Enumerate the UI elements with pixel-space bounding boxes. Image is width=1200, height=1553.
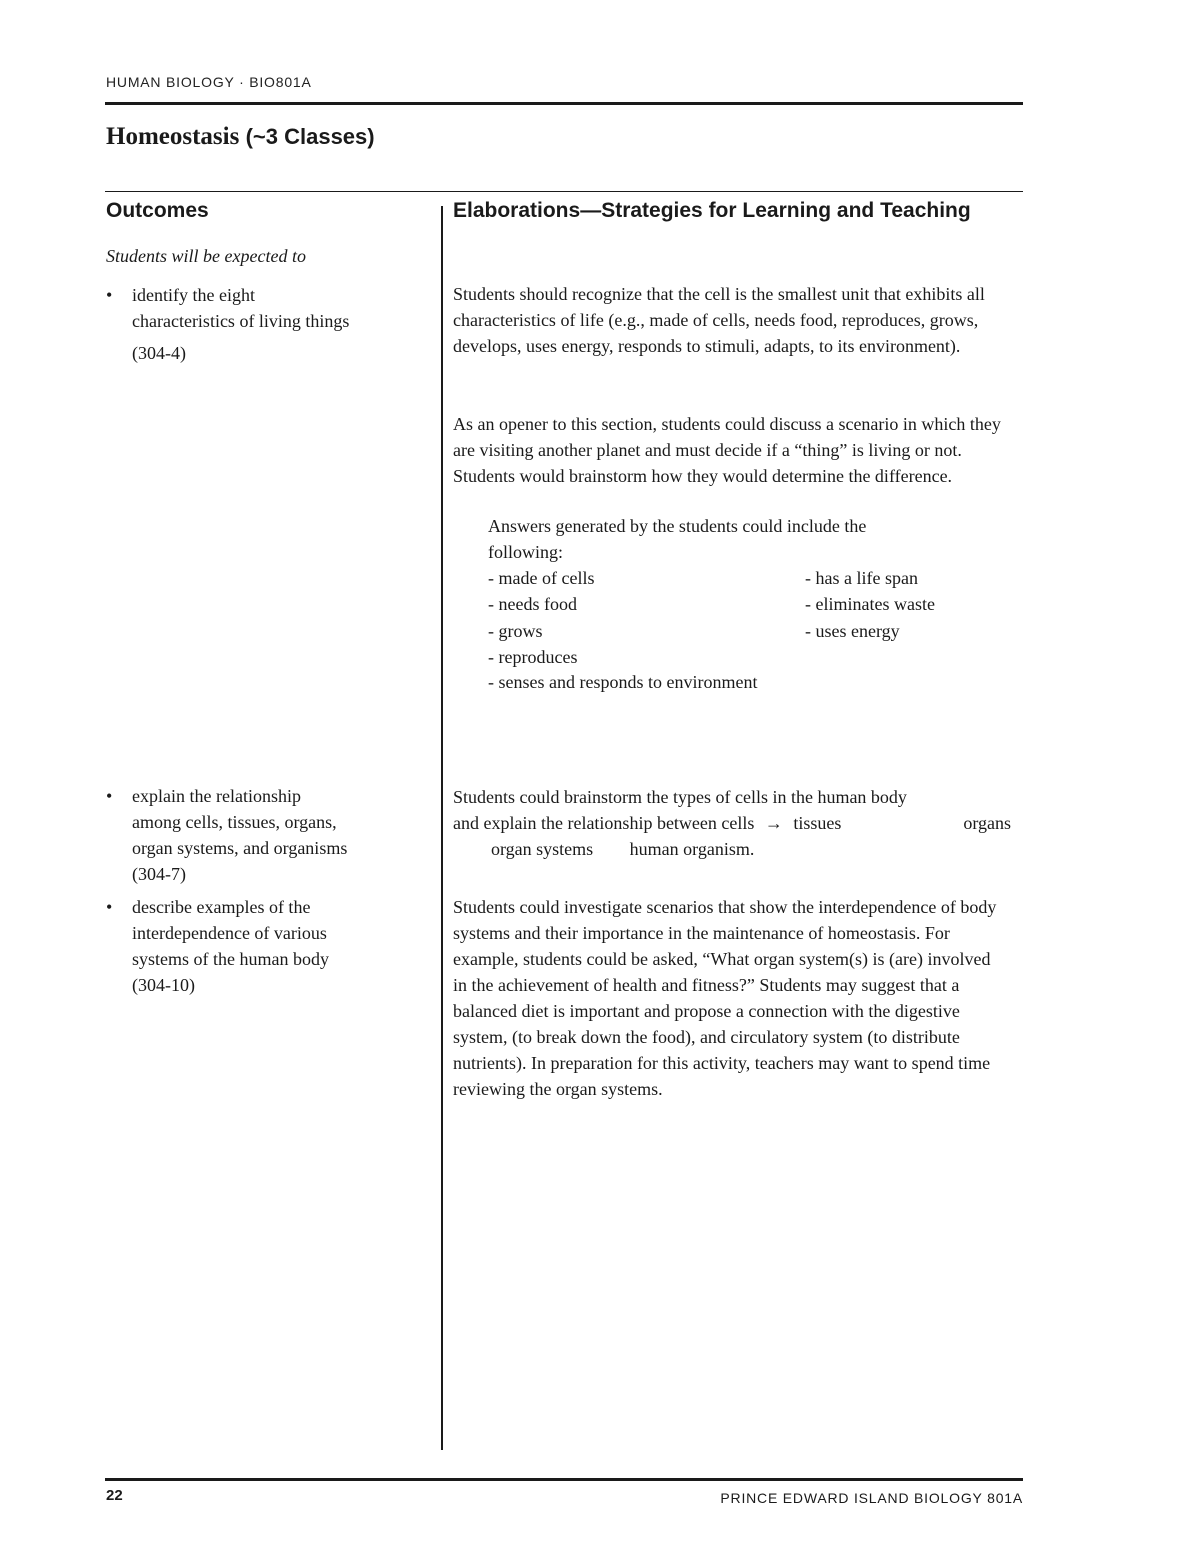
page-title-main: Homeostasis bbox=[106, 123, 240, 150]
term-tissues: tissues bbox=[793, 813, 842, 833]
running-footer: PRINCE EDWARD ISLAND BIOLOGY 801A bbox=[720, 1490, 1023, 1506]
elaboration-paragraph bbox=[453, 784, 1023, 864]
answer-item: - made of cells bbox=[488, 568, 595, 588]
outcome-text: characteristics of living things bbox=[132, 311, 350, 331]
outcome-text: among cells, tissues, organs, bbox=[132, 812, 337, 832]
outcome-text: organ systems, and organisms bbox=[132, 838, 348, 858]
elaboration-paragraph: As an opener to this section, students could discuss a scenario in which they are visiting another planet and must decide if a “thing” is living or not. Students would brainstorm how they would determine the difference. bbox=[453, 414, 1001, 486]
answer-item: - needs food bbox=[488, 594, 577, 614]
footer-rule bbox=[105, 1478, 1023, 1481]
outcome-code: (304-10) bbox=[132, 975, 195, 995]
outcome-code: (304-7) bbox=[132, 864, 186, 884]
outcome-item bbox=[106, 282, 416, 366]
term-human-organism: human organism. bbox=[629, 839, 755, 859]
elaborations-heading: Elaborations—Strategies for Learning and Teaching bbox=[453, 199, 971, 222]
running-header: HUMAN BIOLOGY · BIO801A bbox=[106, 74, 312, 90]
page-title bbox=[106, 123, 375, 151]
outcome-text: systems of the human body bbox=[132, 949, 329, 969]
bullet: • bbox=[106, 285, 113, 305]
answer-item: - senses and responds to environment bbox=[488, 672, 758, 692]
elaboration-paragraph: Students should recognize that the cell is the smallest unit that exhibits all characteristics of life (e.g., made of cells, needs food, reproduces, grows, develops, uses energy, responds to stimuli, adapts, to its environment). bbox=[453, 284, 985, 356]
answer-item: - has a life span bbox=[805, 568, 918, 588]
outcome-code: (304-4) bbox=[132, 343, 186, 363]
outcomes-heading: Outcomes bbox=[106, 199, 209, 222]
outcome-text: identify the eight bbox=[132, 285, 255, 305]
outcome-item bbox=[106, 894, 416, 998]
answer-item: - grows bbox=[488, 621, 543, 641]
section-rule bbox=[105, 191, 1023, 192]
answers-intro-line: Answers generated by the students could include the bbox=[488, 516, 867, 536]
elaboration-paragraph: Students could investigate scenarios that show the interdependence of body systems and their importance in the maintenance of homeostasis. For example, students could be asked, “What organ system(s) is (are) involved in the achievement of health and fitness?” Students may suggest that a balanced diet is important and propose a connection with the digestive system, (to break down the food), and circulatory system (to distribute nutrients). In preparation for this activity, teachers may want to spend time reviewing the organ systems. bbox=[453, 897, 997, 1099]
answer-item: - reproduces bbox=[488, 647, 578, 667]
elaboration-line: Students could brainstorm the types of cells in the human body bbox=[453, 787, 907, 807]
outcomes-intro: Students will be expected to bbox=[106, 246, 306, 266]
term-organs: organs bbox=[963, 813, 1011, 833]
term-organ-systems: organ systems bbox=[491, 839, 594, 859]
elaboration-line: and explain the relationship between cells bbox=[453, 813, 755, 833]
answers-intro-line: following: bbox=[488, 542, 563, 562]
answer-item: - uses energy bbox=[805, 621, 900, 641]
page-number: 22 bbox=[106, 1487, 123, 1504]
outcome-item bbox=[106, 783, 416, 887]
outcome-text: describe examples of the bbox=[132, 897, 311, 917]
column-divider bbox=[441, 206, 443, 1450]
page-title-sub: (~3 Classes) bbox=[245, 124, 375, 149]
answer-item: - eliminates waste bbox=[805, 594, 935, 614]
bullet: • bbox=[106, 897, 113, 917]
answers-intro bbox=[488, 513, 1023, 565]
header-rule bbox=[105, 102, 1023, 105]
arrow-symbol: → bbox=[764, 813, 783, 833]
outcome-text: interdependence of various bbox=[132, 923, 327, 943]
bullet: • bbox=[106, 786, 113, 806]
outcome-text: explain the relationship bbox=[132, 786, 301, 806]
